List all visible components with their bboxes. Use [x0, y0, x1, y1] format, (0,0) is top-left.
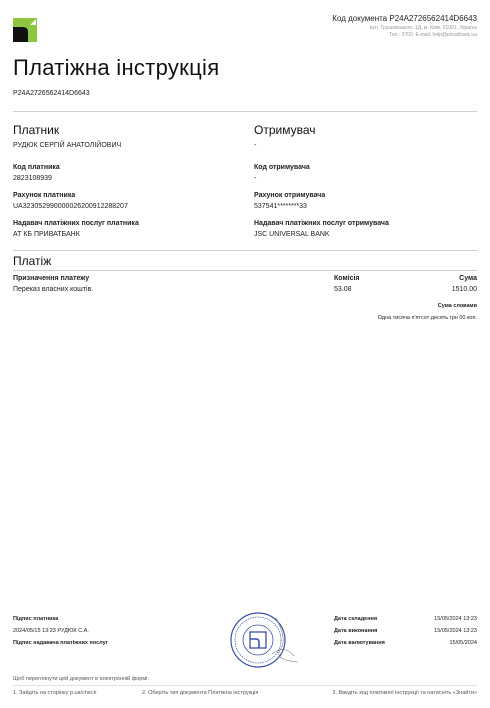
payment-heading: Платіж [13, 254, 52, 268]
created-date-label: Дата складення [334, 616, 378, 622]
created-date-value: 15/05/2024 13:23 [434, 616, 477, 622]
payer-account-label: Рахунок платника [13, 192, 76, 199]
payer-name: РУДЮК СЕРГІЙ АНАТОЛІЙОВИЧ [13, 142, 122, 149]
sum-words-value: Одна тисяча п'ятсот десять грн 00 коп. [377, 315, 477, 321]
payer-account: UA323052990000026200912288207 [13, 203, 128, 210]
bank-address [370, 25, 477, 38]
purpose-value: Переказ власних коштів. [13, 286, 94, 293]
divider [13, 250, 477, 251]
purpose-label: Призначення платежу [13, 275, 90, 282]
recipient-code-label: Код отримувача [254, 164, 310, 171]
address-line-2: Тел.: 3700. E-mail: help@privatbank.ua [389, 31, 477, 38]
payer-provider: АТ КБ ПРИВАТБАНК [13, 231, 80, 238]
divider [13, 111, 477, 112]
recipient-provider-label: Надавач платіжних послуг отримувача [254, 220, 389, 227]
page-title: Платіжна інструкція [13, 55, 220, 80]
sum-value: 1510.00 [451, 286, 477, 293]
payer-heading: Платник [13, 123, 60, 137]
executed-date-value: 15/05/2024 13:23 [434, 628, 477, 634]
payer-signature-value: 2024/05/15 13:23 РУДЮК С.А. [13, 628, 89, 634]
payer-code: 2823108939 [13, 175, 52, 182]
recipient-name: - [254, 142, 257, 149]
document-code: Код документа P24A2726562414D6643 [332, 14, 477, 23]
commission-label: Комісія [334, 275, 360, 282]
valuation-date-label: Дата валютування [334, 640, 385, 646]
payer-signature-label: Підпис платника [13, 616, 59, 622]
recipient-heading: Отримувач [254, 123, 316, 137]
recipient-account: 537541********33 [254, 203, 307, 210]
provider-signature-label: Підпис надавача платіжних послуг [13, 640, 108, 646]
recipient-provider: JSC UNIVERSAL BANK [254, 231, 330, 238]
payer-code-label: Код платника [13, 164, 60, 171]
sum-label: Сума [459, 275, 477, 282]
divider [13, 270, 477, 271]
privatbank-logo-icon [13, 18, 37, 42]
footer-step-1: 1. Зайдіть на сторінку p.ua/check [13, 690, 97, 696]
valuation-date-value: 15/05/2024 [449, 640, 477, 646]
document-number: P24A2726562414D6643 [13, 90, 90, 97]
address-line-1: вул. Грушевського, 1Д, м. Київ, 01001, Україна [369, 25, 477, 31]
recipient-account-label: Рахунок отримувача [254, 192, 326, 199]
executed-date-label: Дата виконання [334, 628, 378, 634]
payer-provider-label: Надавач платіжних послуг платника [13, 220, 139, 227]
footer-step-2: 2. Оберіть тип документа Платіжна інструкція [142, 690, 259, 696]
divider [13, 685, 477, 686]
bank-stamp-seal [228, 610, 300, 670]
footer-hint: Щоб переглянути цей документ в електронній формі: [13, 676, 149, 682]
recipient-code: - [254, 175, 257, 182]
footer-step-3: 3. Введіть код платіжної інструкції та натисніть «Знайти» [332, 690, 477, 696]
commission-value: 53.08 [334, 286, 352, 293]
sum-words-label: Сума словами [437, 303, 477, 309]
